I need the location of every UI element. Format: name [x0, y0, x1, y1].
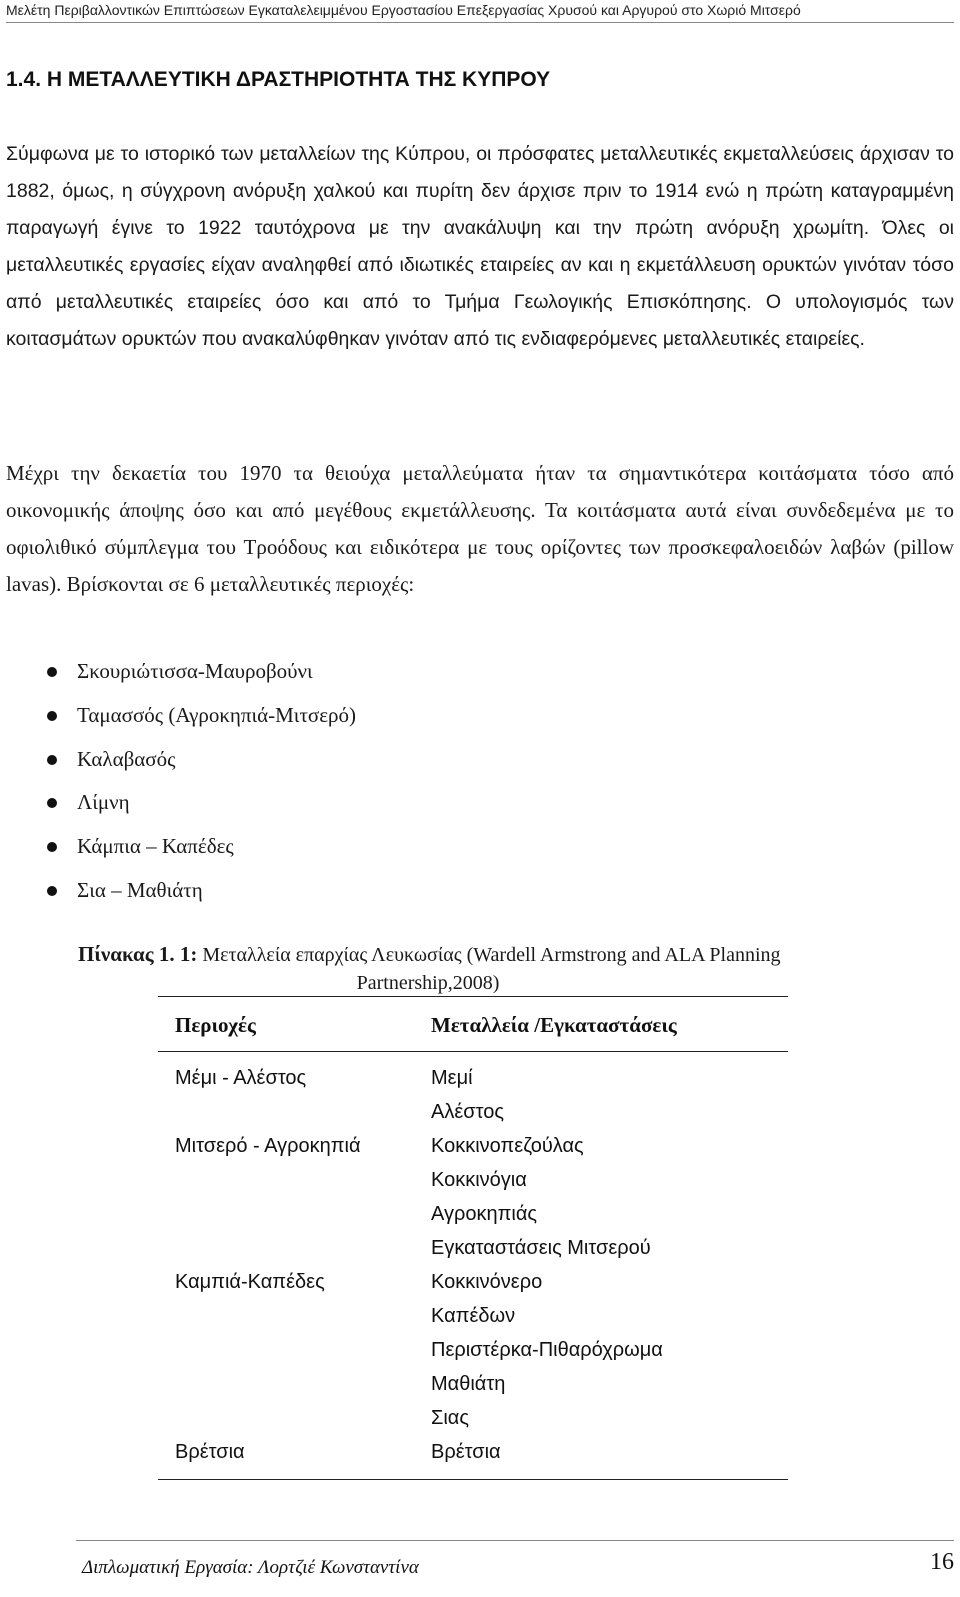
- table-row: [158, 1401, 788, 1435]
- table-row: [158, 1095, 788, 1129]
- page-number: 16: [930, 1549, 954, 1575]
- table-row: [158, 1231, 788, 1265]
- bullet-icon: [47, 886, 57, 896]
- table-caption-text-cont: Partnership,2008): [356, 972, 500, 994]
- table-cell: Βρέτσια: [431, 1441, 501, 1463]
- table-cell: Κοκκινόνερο: [431, 1271, 543, 1293]
- table-cell: Αλέστος: [431, 1101, 504, 1123]
- table-cell: Σιας: [431, 1407, 470, 1429]
- table-cell: Μιτσερό - Αγροκηπιά: [175, 1135, 361, 1157]
- bullet-icon: [47, 711, 57, 721]
- list-item: Σκουριώτισσα-Μαυροβούνι: [6, 650, 706, 694]
- table-row: [158, 1435, 788, 1469]
- table-row: [158, 1265, 788, 1299]
- table-cell: Αγροκηπιάς: [431, 1203, 538, 1225]
- bullet-icon: [47, 667, 57, 677]
- bullet-icon: [47, 842, 57, 852]
- mines-table: [158, 996, 788, 1480]
- column-header-mines: Μεταλλεία /Εγκαταστάσεις: [431, 1013, 677, 1037]
- paragraph-sulfide-deposits: Μέχρι την δεκαετία του 1970 τα θειούχα μεταλλεύματα ήταν τα σημαντικότερα κοιτάσματα τόσο από οικονομικής άποψης όσο και από μεγέθους εκμετάλλευσης. Τα κοιτάσματα αυτά είναι συνδεδεμένα με το οφιολιθικό σύμπλεγμα του Τροόδους και ειδικότερα με τους ορίζοντες των προσκεφαλοειδών λαβών (pillow lavas). Βρίσκονται σε 6 μεταλλευτικές περιοχές:: [6, 461, 954, 596]
- section-title: 1.4. Η ΜΕΤΑΛΛΕΥΤΙΚΗ ΔΡΑΣΤΗΡΙΟΤΗΤΑ ΤΗΣ ΚΥΠΡΟΥ: [6, 68, 551, 91]
- list-item: Κάμπια – Καπέδες: [6, 825, 706, 869]
- table-caption-text: Μεταλλεία επαρχίας Λευκωσίας (Wardell Armstrong and ALA Planning: [197, 944, 781, 966]
- table-cell: Περιστέρκα-Πιθαρόχρωμα: [431, 1339, 663, 1361]
- list-item: Καλαβασός: [6, 738, 706, 782]
- list-item: Λίμνη: [6, 781, 706, 825]
- page-footer: [76, 1540, 954, 1578]
- table-row: [158, 1197, 788, 1231]
- table-cell: Καπέδων: [431, 1305, 516, 1327]
- table-cell: Μεμί: [431, 1067, 473, 1089]
- table-row: [158, 1129, 788, 1163]
- table-cell: Μέμι - Αλέστος: [175, 1067, 307, 1089]
- table-cell: Κοκκινοπεζούλας: [431, 1135, 584, 1157]
- table-caption-label: Πίνακας 1. 1:: [78, 942, 198, 966]
- table-cell: Εγκαταστάσεις Μιτσερού: [431, 1237, 651, 1259]
- table-header-row: [158, 997, 788, 1052]
- table-cell: Κοκκινόγια: [431, 1169, 527, 1191]
- running-header: Μελέτη Περιβαλλοντικών Επιπτώσεων Εγκαταλελειμμένου Εργοστασίου Επεξεργασίας Χρυσού και Αργυρού στο Χωριό Μιτσερό: [6, 0, 954, 23]
- table-row: [158, 1061, 788, 1095]
- table-row: [158, 1163, 788, 1197]
- table-row: [158, 1333, 788, 1367]
- table-caption: [78, 940, 888, 997]
- table-cell: Καμπιά-Καπέδες: [175, 1271, 325, 1293]
- mining-areas-list: [6, 650, 706, 913]
- list-item: Σια – Μαθιάτη: [6, 869, 706, 913]
- table-row: [158, 1367, 788, 1401]
- footer-author: Διπλωματική Εργασία: Λορτζιέ Κωνσταντίνα: [82, 1557, 419, 1578]
- bullet-icon: [47, 798, 57, 808]
- paragraph-history: Σύμφωνα με το ιστορικό των μεταλλείων της Κύπρου, οι πρόσφατες μεταλλευτικές εκμεταλλεύσεις άρχισαν το 1882, όμως, η σύγχρονη ανόρυξη χαλκού και πυρίτη δεν άρχισε πριν το 1914 ενώ η πρώτη καταγραμμένη παραγωγή έγινε το 1922 ταυτόχρονα με την ανακάλυψη και την πρώτη ανόρυξη χρωμίτη. Όλες οι μεταλλευτικές εργασίες είχαν αναληφθεί από ιδιωτικές εταιρείες αν και η εκμετάλλευση ορυκτών γινόταν τόσο από μεταλλευτικές εταιρείες όσο και από το Τμήμα Γεωλογικής Επισκόπησης. Ο υπολογισμός των κοιτασμάτων ορυκτών που ανακαλύφθηκαν γινόταν από τις ενδιαφερόμενες μεταλλευτικές εταιρείες.: [6, 143, 954, 350]
- column-header-areas: Περιοχές: [175, 1013, 256, 1037]
- table-cell: Μαθιάτη: [431, 1373, 506, 1395]
- table-body: [158, 1052, 788, 1479]
- list-item: Ταμασσός (Αγροκηπιά-Μιτσερό): [6, 694, 706, 738]
- table-cell: Βρέτσια: [175, 1441, 245, 1463]
- table-row: [158, 1299, 788, 1333]
- bullet-icon: [47, 755, 57, 765]
